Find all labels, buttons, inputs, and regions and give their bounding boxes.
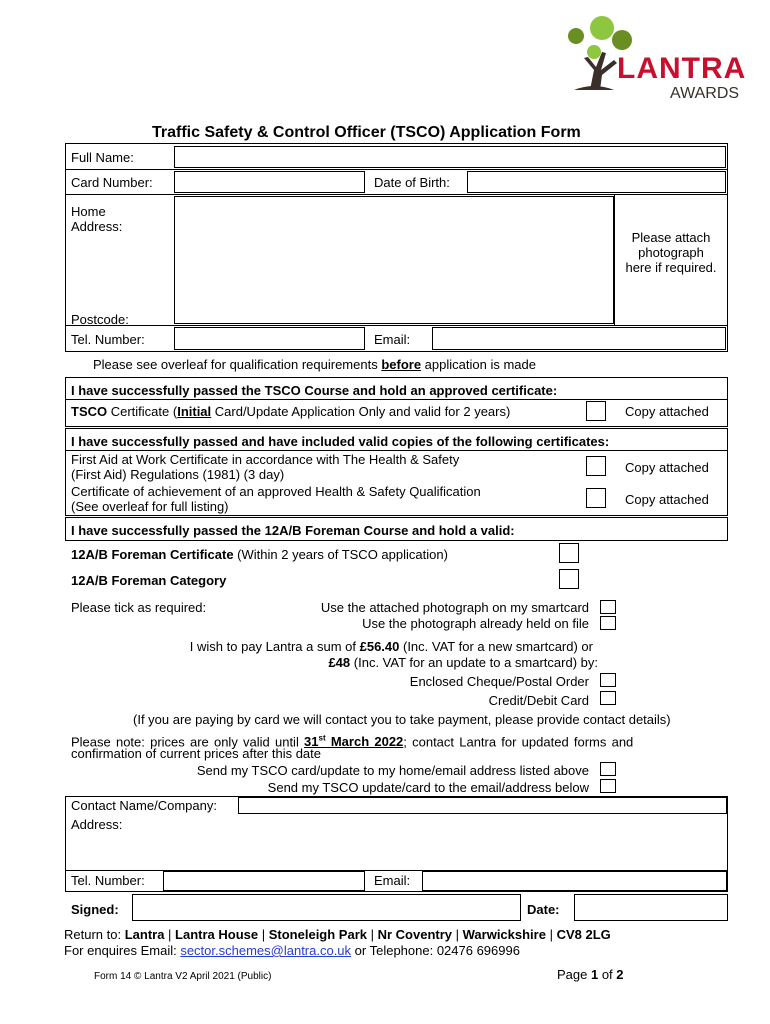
hs-line-1: Certificate of achievement of an approved Health & Safety Qualification: [71, 484, 481, 499]
email-field[interactable]: [432, 327, 726, 350]
note-date-rest: March 2022: [325, 734, 404, 750]
lantra-logo: [552, 10, 757, 105]
hs-copy-label: Copy attached: [625, 492, 709, 507]
return-label: Return to:: [64, 927, 125, 942]
enquiries-post: or Telephone: 02476 696996: [351, 943, 520, 958]
overleaf-note: [93, 357, 536, 372]
date-label: Date:: [527, 902, 560, 917]
contact-address-field[interactable]: [66, 814, 727, 870]
tsco-cert-post: Card/Update Application Only and valid for 2 years): [211, 404, 511, 419]
foreman-category-checkbox[interactable]: [559, 569, 579, 589]
cheque-checkbox[interactable]: [600, 673, 616, 687]
cheque-label: Enclosed Cheque/Postal Order: [409, 674, 589, 689]
certs-header: I have successfully passed and have included valid copies of the following certificates:: [71, 434, 610, 449]
enquiries-email-link[interactable]: sector.schemes@lantra.co.uk: [180, 943, 352, 958]
photo-text-2: photograph: [638, 245, 704, 260]
photo-placeholder: [614, 230, 728, 275]
foreman-certificate: [71, 547, 448, 562]
logo-sub: AWARDS: [670, 85, 740, 102]
hs-checkbox[interactable]: [586, 488, 606, 508]
sign-date-field[interactable]: [574, 894, 728, 921]
overleaf-bold: before: [381, 357, 422, 372]
home-address-label-1: Home: [71, 204, 106, 219]
overleaf-pre: Please see overleaf for qualification requirements: [93, 357, 382, 372]
payment-line-2: [328, 655, 598, 670]
tsco-cert-mid: Certificate (: [107, 404, 178, 419]
tick-label: Please tick as required:: [71, 600, 207, 615]
signed-label: Signed:: [71, 902, 119, 917]
home-address-field[interactable]: [174, 196, 614, 324]
page-number: [557, 967, 624, 982]
logo-name: LANTRA: [617, 52, 747, 85]
card-note: (If you are paying by card we will contact you to take payment, please provide contact details): [133, 712, 671, 727]
return-p5: Warwickshire: [462, 927, 546, 942]
return-p6: CV8 2LG: [556, 927, 611, 942]
tel-label: Tel. Number:: [71, 332, 145, 347]
photo-opt-1-label: Use the attached photograph on my smartcard: [320, 600, 589, 615]
send-opt-2-checkbox[interactable]: [600, 779, 616, 793]
photo-opt-2-checkbox[interactable]: [600, 616, 616, 630]
photo-text-3: here if required.: [625, 260, 717, 275]
tsco-copy-checkbox[interactable]: [586, 401, 606, 421]
note-date-num: 31: [304, 734, 319, 750]
first-aid-line-2: (First Aid) Regulations (1981) (3 day): [71, 467, 285, 482]
payment-amount-new: £56.40: [359, 639, 400, 654]
card-label: Credit/Debit Card: [488, 693, 589, 708]
foreman-cert-bold: 12A/B Foreman Certificate: [71, 547, 234, 562]
note-date-sup: st: [318, 734, 326, 743]
payment-line-1: [190, 639, 593, 654]
card-checkbox[interactable]: [600, 691, 616, 705]
photo-text-1: Please attach: [631, 230, 711, 245]
tsco-cert-initial: Initial: [177, 404, 212, 419]
return-p1: Lantra: [124, 927, 165, 942]
contact-email-field[interactable]: [422, 871, 727, 891]
contact-name-field[interactable]: [238, 797, 727, 814]
page-mid: of: [598, 967, 617, 982]
photo-opt-2-label: Use the photograph already held on file: [362, 616, 589, 631]
tsco-copy-label: Copy attached: [625, 404, 709, 419]
photo-opt-1-checkbox[interactable]: [600, 600, 616, 614]
payment-line2-post: (Inc. VAT for an update to a smartcard) by:: [350, 655, 598, 670]
hs-line-2: (See overleaf for full listing): [71, 499, 229, 514]
form-footer: Form 14 © Lantra V2 April 2021 (Public): [94, 971, 272, 982]
contact-tel-label: Tel. Number:: [71, 873, 145, 888]
payment-line1-post: (Inc. VAT for a new smartcard) or: [399, 639, 593, 654]
return-p3: Stoneleigh Park: [268, 927, 367, 942]
first-aid-copy-label: Copy attached: [625, 460, 709, 475]
send-opt-1-label: Send my TSCO card/update to my home/email address listed above: [196, 763, 589, 778]
payment-amount-update: £48: [328, 655, 351, 670]
return-sep-2: |: [258, 927, 269, 942]
note-pre: Please note: prices are only valid until: [71, 734, 305, 750]
first-aid-line-1: First Aid at Work Certificate in accordance with The Health & Safety: [71, 452, 460, 467]
postcode-label: Postcode:: [71, 312, 129, 327]
page-pre: Page: [557, 967, 591, 982]
tsco-cert-bold: TSCO: [71, 404, 108, 419]
card-number-label: Card Number:: [71, 175, 153, 190]
card-number-field[interactable]: [174, 171, 365, 193]
page-title: Traffic Safety & Control Officer (TSCO) Application Form: [152, 124, 581, 141]
contact-address-label: Address:: [71, 817, 123, 832]
foreman-header: I have successfully passed the 12A/B Foreman Course and hold a valid:: [71, 523, 515, 538]
dob-field[interactable]: [467, 171, 726, 193]
foreman-cert-checkbox[interactable]: [559, 543, 579, 563]
send-opt-2-label: Send my TSCO update/card to the email/address below: [267, 780, 589, 795]
full-name-label: Full Name:: [71, 150, 134, 165]
overleaf-post: application is made: [421, 357, 536, 372]
first-aid-checkbox[interactable]: [586, 456, 606, 476]
enquiries-pre: For enquires Email:: [64, 943, 181, 958]
dob-label: Date of Birth:: [374, 175, 450, 190]
foreman-cert-post: (Within 2 years of TSCO application): [233, 547, 448, 562]
contact-email-label: Email:: [374, 873, 411, 888]
return-sep-3: |: [366, 927, 378, 942]
payment-line1-pre: I wish to pay Lantra a sum of: [189, 639, 360, 654]
foreman-category: 12A/B Foreman Category: [71, 573, 227, 588]
return-address: [64, 927, 611, 942]
full-name-field[interactable]: [174, 146, 726, 168]
signature-field[interactable]: [132, 894, 521, 921]
enquiries: [64, 943, 520, 958]
return-sep-4: |: [452, 927, 463, 942]
tsco-certificate: [71, 404, 510, 419]
return-p4: Nr Coventry: [377, 927, 453, 942]
contact-tel-field[interactable]: [163, 871, 365, 891]
page-num: 1: [590, 967, 599, 982]
contact-name-label: Contact Name/Company:: [71, 798, 217, 813]
page-total: 2: [616, 967, 624, 982]
home-address-label-2: Address:: [71, 219, 123, 234]
tel-field[interactable]: [174, 327, 365, 350]
tsco-header: I have successfully passed the TSCO Course and hold an approved certificate:: [71, 383, 558, 398]
return-sep-1: |: [164, 927, 176, 942]
email-label: Email:: [374, 332, 411, 347]
return-sep-5: |: [545, 927, 557, 942]
send-opt-1-checkbox[interactable]: [600, 762, 616, 776]
return-p2: Lantra House: [175, 927, 259, 942]
note-post: ; contact Lantra for updated forms and: [403, 734, 634, 750]
price-note-line-2: confirmation of current prices after this date: [71, 746, 322, 761]
